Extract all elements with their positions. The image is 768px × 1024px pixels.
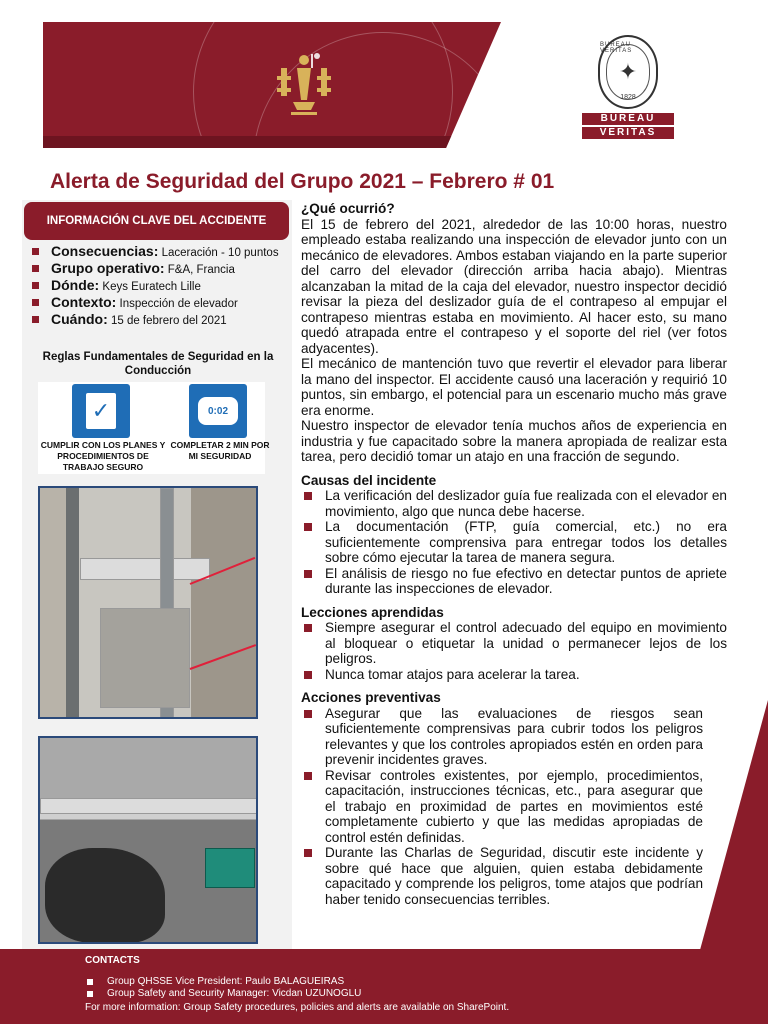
rules-title: Reglas Fundamentales de Seguridad en la Conducción xyxy=(42,351,274,377)
brand-word-veritas: VERITAS xyxy=(582,127,674,139)
lessons-title: Lecciones aprendidas xyxy=(301,604,444,620)
counterweight-rail xyxy=(80,558,210,580)
list-item: El análisis de riesgo no fue efectivo en detectar puntos de apriete durante las inspecciones de elevador. xyxy=(301,566,727,597)
key-info-label: Dónde: xyxy=(51,277,100,293)
causes-title: Causas del incidente xyxy=(301,472,437,488)
list-item: Durante las Charlas de Seguridad, discutir este incidente y sobre qué hace que alguien, quien estaba debidamente capacitado y comprende los peligros, tome atajos que podrían haber tenido consecuencias terribles. xyxy=(301,845,703,907)
glove-hand xyxy=(45,848,165,943)
timer-icon xyxy=(189,384,247,438)
list-item: Asegurar que las evaluaciones de riesgos sean suficientemente comprensivas para cubrir todos los peligros relevantes y que los controles apropiados estén en orden para prevenir incidentes graves. xyxy=(301,706,703,768)
key-info-item xyxy=(30,244,280,260)
what-happened-title: ¿Qué ocurrió? xyxy=(301,201,395,216)
rules-panel xyxy=(38,382,270,474)
rail-support xyxy=(40,798,258,814)
list-item: Nunca tomar atajos para acelerar la tarea. xyxy=(301,667,727,683)
key-info-item xyxy=(30,295,280,311)
header-banner xyxy=(43,22,501,148)
preventive-title: Acciones preventivas xyxy=(301,690,441,705)
seal-ring-text: BUREAU VERITAS xyxy=(600,42,633,54)
rule-label-two-minutes: COMPLETAR 2 MIN POR MI SEGURIDAD xyxy=(170,440,270,461)
more-info-text: For more information: Group Safety procedures, policies and alerts are available on SharePoint. xyxy=(85,1002,510,1013)
list-item: La documentación (FTP, guía comercial, etc.) no era suficientemente comprensiva para entregar todos los detalles sobre cómo ejecutar la tarea de manera segura. xyxy=(301,519,727,566)
key-info-item xyxy=(30,278,280,294)
key-info-item xyxy=(30,261,280,277)
preventive-list xyxy=(301,706,703,908)
seal-figure-icon: ✦ xyxy=(606,44,650,100)
red-arrow-icon xyxy=(190,644,256,670)
header-stripe xyxy=(43,136,501,148)
page-title: Alerta de Seguridad del Grupo 2021 – Febrero # 01 xyxy=(50,170,555,193)
main-content xyxy=(301,201,727,907)
list-item: Siempre asegurar el control adecuado del equipo en movimiento al bloquear o etiquetar la unidad o permanecer lejos de los peligros. xyxy=(301,620,727,667)
contacts-title: CONTACTS xyxy=(85,955,140,966)
seal-year: 1828 xyxy=(620,94,636,101)
what-happened-p3: Nuestro inspector de elevador tenía muchos años de experiencia en industria y fue capacitado sobre la manera apropiada de realizar esta tarea, pero decidió tomar un atajo en una fracción de segundo. xyxy=(301,418,727,464)
contact-item: Group QHSSE Vice President: Paulo BALAGUEIRAS xyxy=(85,976,361,988)
key-info-value: Inspección de elevador xyxy=(116,298,238,310)
key-info-label: Consecuencias: xyxy=(51,243,159,259)
what-happened-p2: El mecánico de mantención tuvo que revertir el elevador para liberar la mano del inspector. El accidente causó una laceración y requirió 10 puntos, sin embargo, el potencial para un escenario mucho más grave era enorme. xyxy=(301,356,727,418)
bureau-veritas-logo xyxy=(582,35,674,141)
causes-list xyxy=(301,488,727,597)
key-info-value: Keys Euratech Lille xyxy=(99,281,201,293)
key-info-item xyxy=(30,312,280,328)
timer-readout: 0:02 xyxy=(198,397,238,425)
footer xyxy=(0,949,768,1024)
key-info-header: INFORMACIÓN CLAVE DEL ACCIDENTE xyxy=(24,202,289,240)
key-info-label: Grupo operativo: xyxy=(51,260,165,276)
machine-part xyxy=(205,848,255,888)
what-happened-p1: El 15 de febrero del 2021, alrededor de las 10:00 horas, nuestro empleado estaba realizando una inspección de elevador junto con un mecánico de elevadores. Ambos estaban viajando en la parte superior del carro del elevador (dirección arriba hacia abajo). Mientras alcanzaban la mitad de la caja del elevador, nuestro inspector decidió revisar la pieza del deslizador guía de el contrapeso al empujar el contrapeso mientras estaba en movimiento. Al hacer esto, su mano quedó atrapada entre el contrapeso y el soporte del riel (ver fotos adyacentes). xyxy=(301,216,727,356)
lessons-list xyxy=(301,620,727,682)
list-item: La verificación del deslizador guía fue realizada con el elevador en movimiento, algo que nunca debe hacerse. xyxy=(301,488,727,519)
crest-emblem-icon xyxy=(273,48,335,118)
key-info-value: F&A, Francia xyxy=(164,264,235,276)
brand-word-bureau: BUREAU xyxy=(582,113,674,125)
counterweight-block xyxy=(100,608,190,708)
rule-label-plans: CUMPLIR CON LOS PLANES Y PROCEDIMIENTOS DE TRABAJO SEGURO xyxy=(40,440,166,472)
key-info-label: Contexto: xyxy=(51,294,117,310)
hand-injury-photo xyxy=(38,736,258,944)
key-info-list xyxy=(30,244,280,329)
key-info-value: Laceración - 10 puntos xyxy=(158,247,279,259)
key-info-label: Cuándo: xyxy=(51,311,108,327)
checklist-icon: ✓ xyxy=(72,384,130,438)
list-item: Revisar controles existentes, por ejemplo, procedimientos, capacitación, instrucciones técnicas, etc., para asegurar que el trabajo en proximidad de partes en movimientos esté completamente cubierto y que las medidas apropiadas de control estén definidas. xyxy=(301,768,703,846)
contact-item: Group Safety and Security Manager: Vicdan UZUNOGLU xyxy=(85,988,361,1000)
key-info-value: 15 de febrero del 2021 xyxy=(107,315,227,327)
contacts-list xyxy=(85,976,361,1000)
bv-seal-icon xyxy=(598,35,658,109)
elevator-shaft-photo xyxy=(38,486,258,719)
